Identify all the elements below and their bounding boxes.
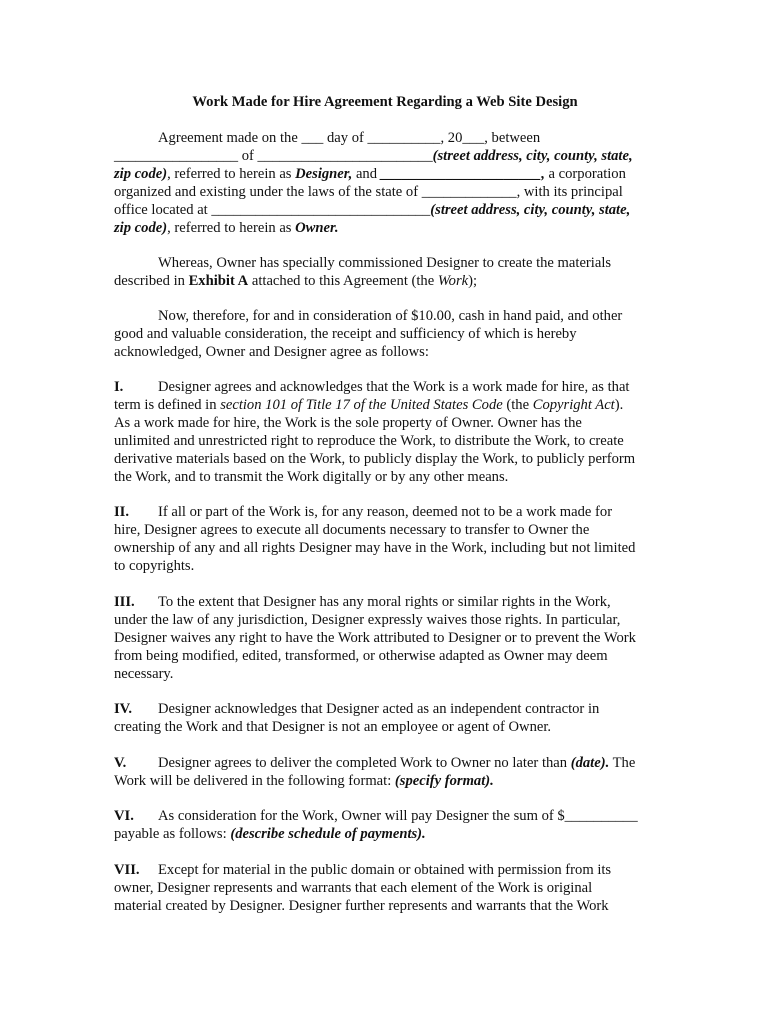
section-3: [114, 593, 659, 683]
section-2: [114, 503, 659, 575]
section-number: V.: [114, 755, 127, 771]
text-line: owner, Designer represents and warrants that each element of the Work is original: [114, 880, 593, 896]
section-number: I.: [114, 379, 124, 395]
text-line: derivative materials based on the Work, to publicly display the Work, to publicly perform: [114, 451, 636, 467]
whereas-paragraph: [114, 254, 659, 290]
section-1: [114, 378, 659, 486]
text-line: Agreement made on the ___ day of __________, 20___, between: [158, 130, 541, 146]
text-line: material created by Designer. Designer further represents and warrants that the Work: [114, 898, 609, 914]
text-line: good and valuable consideration, the receipt and sufficiency of which is hereby: [114, 326, 577, 342]
section-number: VI.: [114, 808, 134, 824]
text-line: IV. Designer acknowledges that Designer acted as an independent contractor in: [114, 701, 600, 717]
section-number: IV.: [114, 701, 132, 717]
text-line: V. Designer agrees to deliver the completed Work to Owner no later than (date). The: [114, 755, 636, 771]
text-line: Work will be delivered in the following format: (specify format).: [114, 773, 494, 789]
text-line: zip code), referred to herein as Owner.: [114, 220, 339, 236]
text-line: creating the Work and that Designer is not an employee or agent of Owner.: [114, 719, 552, 735]
text-line: unlimited and unrestricted right to reproduce the Work, to distribute the Work, to create: [114, 433, 624, 449]
text-line: from being modified, edited, transformed, or otherwise adapted as Owner may deem: [114, 648, 608, 664]
text-line: II. If all or part of the Work is, for any reason, deemed not to be a work made for: [114, 504, 613, 520]
text-line: necessary.: [114, 666, 174, 682]
text-line: to copyrights.: [114, 558, 195, 574]
text-line: Whereas, Owner has specially commissioned Designer to create the materials: [158, 255, 612, 271]
text-line: the Work, and to transmit the Work digitally or by any other means.: [114, 469, 509, 485]
intro-paragraph: [114, 129, 659, 237]
text-line: term is defined in section 101 of Title 17 of the United States Code (the Copyright Act).: [114, 397, 624, 413]
text-line: zip code), referred to herein as Designer, and ______________________, a corporation: [114, 166, 626, 182]
text-line: VI. As consideration for the Work, Owner will pay Designer the sum of $__________: [114, 808, 638, 824]
document-title: Work Made for Hire Agreement Regarding a Web Site Design: [192, 94, 578, 110]
section-4: [114, 700, 659, 736]
text-line: hire, Designer agrees to execute all documents necessary to transfer to Owner the: [114, 522, 590, 538]
section-number: III.: [114, 594, 135, 610]
text-line: ownership of any and all rights Designer may have in the Work, including but not limited: [114, 540, 636, 556]
text-line: III. To the extent that Designer has any moral rights or similar rights in the Work,: [114, 594, 611, 610]
text-line: organized and existing under the laws of the state of _____________, with its principal: [114, 184, 623, 200]
text-line: described in Exhibit A attached to this Agreement (the Work);: [114, 273, 478, 289]
text-line: I. Designer agrees and acknowledges that the Work is a work made for hire, as that: [114, 379, 630, 395]
text-line: VII. Except for material in the public domain or obtained with permission from its: [114, 862, 612, 878]
text-line: office located at ______________________________(street address, city, county, state,: [114, 202, 631, 218]
text-line: Now, therefore, for and in consideration of $10.00, cash in hand paid, and other: [158, 308, 623, 324]
section-6: [114, 807, 659, 843]
text-line: Designer waives any right to have the Work attributed to Designer or to prevent the Work: [114, 630, 636, 646]
text-line: As a work made for hire, the Work is the sole property of Owner. Owner has the: [114, 415, 582, 431]
text-line: acknowledged, Owner and Designer agree as follows:: [114, 344, 429, 360]
section-number: II.: [114, 504, 130, 520]
text-line: payable as follows: (describe schedule of payments).: [114, 826, 426, 842]
text-line: under the law of any jurisdiction, Designer expressly waives those rights. In particular,: [114, 612, 621, 628]
now-therefore-paragraph: [114, 307, 659, 361]
section-5: [114, 754, 659, 790]
section-number: VII.: [114, 862, 140, 878]
text-line: _________________ of ________________________(street address, city, county, state,: [114, 148, 633, 164]
section-7: [114, 861, 659, 915]
